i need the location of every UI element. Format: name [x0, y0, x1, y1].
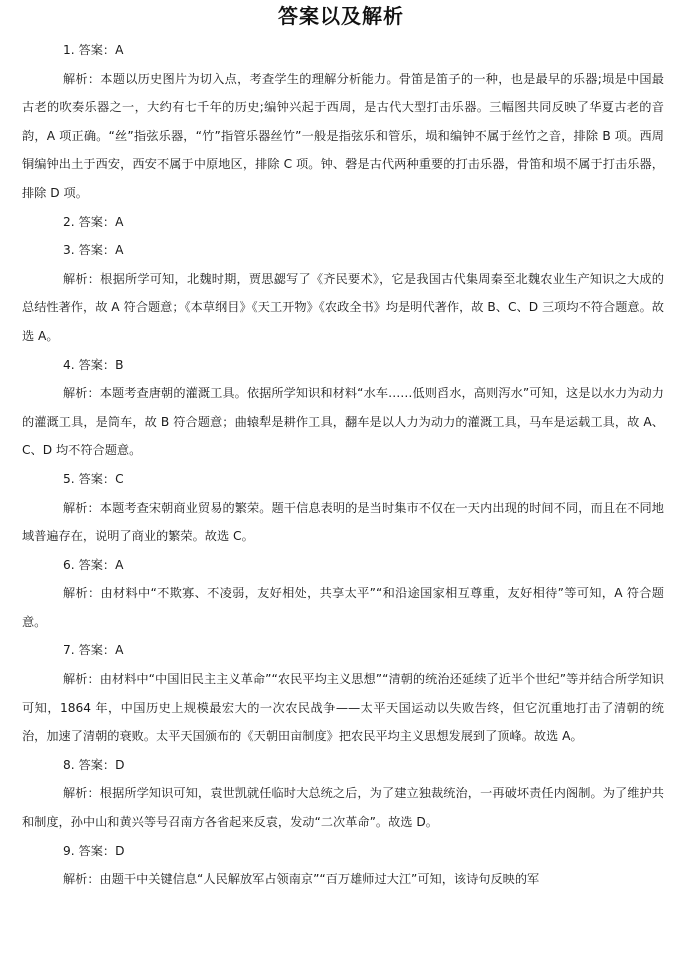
analysis-paragraph: 解析：根据所学知识可知，袁世凯就任临时大总统之后，为了建立独裁统治，一再破坏责任内阁制。为了维护共和制度，孙中山和黄兴等号召南方各省起来反袁，发动“二次革命”。故选 D。	[22, 786, 664, 830]
answer-line: 1. 答案：A	[63, 43, 124, 57]
answer-line: 6. 答案：A	[63, 557, 124, 572]
answer-item-2	[22, 208, 664, 237]
page-title: 答案以及解析	[278, 4, 404, 28]
answer-item-4	[22, 351, 664, 465]
answer-item-9	[22, 837, 664, 894]
analysis-paragraph: 解析：由材料中“中国旧民主主义革命”“农民平均主义思想”“清朝的统治还延续了近半个世纪”等并结合所学知识可知，1864 年，中国历史上规模最宏大的一次农民战争——太平天国运动以失败告终，但它沉重地打击了清朝的统治，加速了清朝的衰败。太平天国颁布的《天朝田亩制度》把农民平均主义思想发展到了顶峰。故选 A。	[22, 672, 664, 744]
analysis-paragraph: 解析：由题干中关键信息“人民解放军占领南京”“百万雄师过大江”可知，该诗句反映的军	[63, 872, 540, 887]
answer-item-3	[22, 236, 664, 350]
answer-line: 7. 答案：A	[63, 643, 124, 658]
answer-item-7	[22, 636, 664, 750]
answer-list	[22, 36, 664, 894]
answer-line: 2. 答案：A	[63, 214, 124, 229]
answer-item-1	[22, 36, 664, 208]
answer-line: 4. 答案：B	[63, 357, 124, 372]
answer-item-8	[22, 751, 664, 837]
analysis-paragraph: 解析：根据所学可知，北魏时期，贾思勰写了《齐民要术》，它是我国古代集周秦至北魏农业生产知识之大成的总结性著作，故 A 符合题意；《本草纲目》《天工开物》《农政全书》均是明代著作，故 B、C、D 三项均不符合题意。故选 A。	[22, 271, 664, 343]
answer-line: 5. 答案：C	[63, 471, 124, 486]
answer-item-6	[22, 551, 664, 637]
analysis-paragraph: 解析：本题考查唐朝的灌溉工具。依据所学知识和材料“水车……低则舀水，高则泻水”可知，这是以水力为动力的灌溉工具，是筒车，故 B 符合题意；曲辕犁是耕作工具，翻车是以人力为动力的灌溉工具，马车是运载工具，故 A、C、D 均不符合题意。	[22, 386, 664, 458]
answer-item-5	[22, 465, 664, 551]
answer-line: 8. 答案：D	[63, 757, 125, 772]
analysis-paragraph: 解析：由材料中“不欺寡、不凌弱，友好相处，共享太平”“和沿途国家相互尊重，友好相待”等可知，A 符合题意。	[22, 586, 664, 629]
answer-line: 9. 答案：D	[63, 843, 125, 858]
analysis-paragraph: 解析：本题考查宋朝商业贸易的繁荣。题干信息表明的是当时集市不仅在一天内出现的时间不同，而且在不同地域普遍存在，说明了商业的繁荣。故选 C。	[22, 500, 664, 544]
answer-line: 3. 答案：A	[63, 243, 124, 258]
analysis-paragraph: 解析：本题以历史图片为切入点，考查学生的理解分析能力。骨笛是笛子的一种，也是最早的乐器;埙是中国最古老的吹奏乐器之一，大约有七千年的历史;编钟兴起于西周，是古代大型打击乐器。三幅图共同反映了华夏古老的音韵，A 项正确。“丝”指弦乐器，“竹”指管乐器丝竹”一般是指弦乐和管乐，埙和编钟不属于丝竹之音，排除 B 项。西周铜编钟出土于西安，西安不属于中原地区，排除 C 项。钟、磬是古代两种重要的打击乐器，骨笛和埙不属于打击乐器，排除 D 项。	[22, 71, 664, 200]
